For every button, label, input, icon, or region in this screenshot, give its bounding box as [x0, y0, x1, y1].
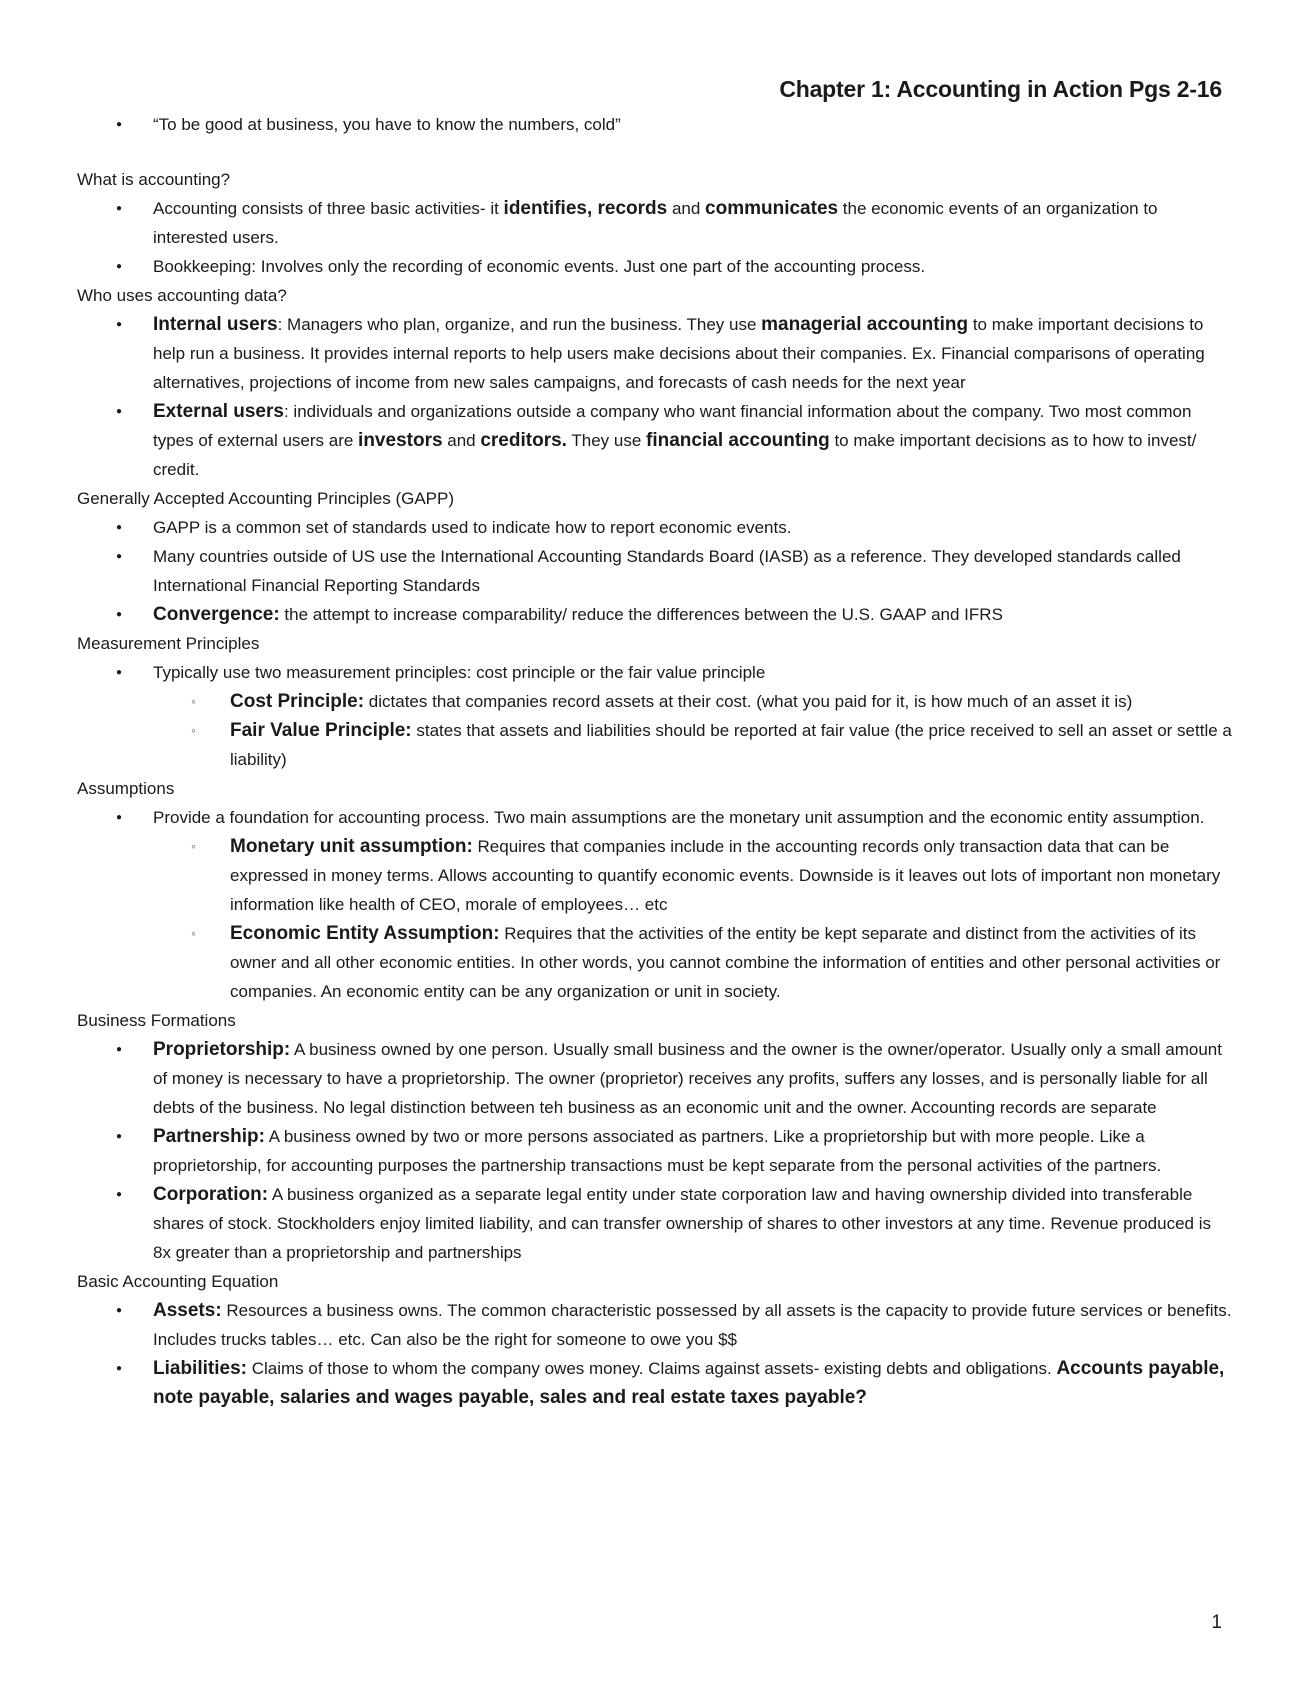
section-heading: What is accounting?: [77, 170, 231, 189]
section-heading: Measurement Principles: [77, 634, 260, 653]
section-heading: Generally Accepted Accounting Principles (GAPP): [77, 489, 455, 508]
text: A business owned by two or more persons associated as partners. Like a proprietorship but with more people. Like a proprietorship, for accounting purposes the partnership transactions must be kept separate from the personal activities of the partners.: [153, 1127, 1162, 1175]
list-item: [77, 803, 1232, 832]
quote-item: ● “To be good at business, you have to know the numbers, cold”: [77, 110, 1232, 139]
text: Resources a business owns. The common characteristic possessed by all assets is the capacity to provide future services or benefits. Includes trucks tables… etc. Can also be the right for someone to owe you $$: [153, 1301, 1232, 1349]
key-term: Internal users: [153, 314, 278, 335]
key-term: Fair Value Principle:: [230, 720, 412, 741]
sub-list-item: [77, 832, 1232, 919]
section-heading: Assumptions: [77, 779, 175, 798]
key-term: Assets:: [153, 1300, 222, 1321]
text: Bookkeeping: Involves only the recording of economic events. Just one part of the accounting process.: [153, 257, 926, 276]
text: to make important decisions as to how to invest/ credit.: [153, 431, 1197, 479]
key-term: Corporation:: [153, 1184, 269, 1205]
key-term: Partnership:: [153, 1126, 265, 1147]
bullet-list: [77, 513, 1232, 629]
bullet-list: [77, 658, 1232, 774]
key-term: Economic Entity Assumption:: [230, 923, 500, 944]
list-item: [77, 1354, 1232, 1412]
text: the attempt to increase comparability/ reduce the differences between the U.S. GAAP and IFRS: [279, 605, 1003, 624]
text: GAPP is a common set of standards used to indicate how to report economic events.: [153, 518, 792, 537]
text: the economic events of an organization to interested users.: [153, 199, 1158, 247]
list-item: [77, 542, 1232, 600]
page-title: Chapter 1: Accounting in Action Pgs 2-16: [779, 76, 1222, 102]
key-term: Monetary unit assumption:: [230, 836, 473, 857]
text: They use: [566, 431, 647, 450]
key-term: Accounts payable, note payable, salaries and wages payable, sales and real estate taxes payable?: [153, 1358, 1225, 1408]
list-item: [77, 1180, 1232, 1267]
text: and: [667, 199, 706, 218]
list-item: [77, 1122, 1232, 1180]
key-term: Convergence:: [153, 604, 280, 625]
text: to make important decisions to help run a business. It provides internal reports to help users make decisions about their companies. Ex. Financial comparisons of operating alternatives, projections of income from new sales campaigns, and forecasts of cash needs for the next year: [153, 315, 1205, 392]
key-term: identifies, records: [503, 198, 668, 219]
text: Accounting consists of three basic activities- it: [153, 199, 504, 218]
text: Typically use two measurement principles: cost principle or the fair value principle: [153, 663, 766, 682]
text: : Managers who plan, organize, and run the business. They use: [277, 315, 762, 334]
key-term: creditors.: [480, 430, 567, 451]
text: A business owned by one person. Usually small business and the owner is the owner/operator. Usually only a small amount of money is necessary to have a proprietorship. The owner (proprietor) receives any profits, suffers any losses, and is personally liable for all debts of the business. No legal distinction between teh business as an economic unit and the owner. Accounting records are separate: [153, 1040, 1222, 1117]
list-item: [77, 1035, 1232, 1122]
text: : individuals and organizations outside a company who want financial information about the company. Two most common types of external users are: [153, 402, 1192, 450]
list-item: [77, 397, 1232, 484]
sub-list-item: [77, 716, 1232, 774]
text: and: [442, 431, 481, 450]
text: Requires that the activities of the entity be kept separate and distinct from the activities of its owner and all other economic entities. In other words, you cannot combine the information of entities and other personal activities or companies. An economic entity can be any organization or unit in society.: [230, 924, 1221, 1001]
key-term: External users: [153, 401, 284, 422]
key-term: Liabilities:: [153, 1358, 247, 1379]
key-term: financial accounting: [646, 430, 830, 451]
notes-body: [77, 110, 1232, 1412]
key-term: Proprietorship:: [153, 1039, 291, 1060]
key-term: communicates: [705, 198, 839, 219]
text: A business organized as a separate legal entity under state corporation law and having ownership divided into transferable shares of stock. Stockholders enjoy limited liability, and can transfer ownership of shares to other investors at any time. Revenue produced is 8x greater than a proprietorship and partnerships: [153, 1185, 1211, 1262]
list-item: [77, 513, 1232, 542]
text: Many countries outside of US use the International Accounting Standards Board (IASB) as a reference. They developed standards called International Financial Reporting Standards: [153, 547, 1181, 595]
bullet-list: [77, 194, 1232, 281]
bullet-list: [77, 1035, 1232, 1267]
key-term: managerial accounting: [761, 314, 969, 335]
list-item: [77, 600, 1232, 629]
text: dictates that companies record assets at their cost. (what you paid for it, is how much of an asset it is): [364, 692, 1133, 711]
bullet-list: [77, 310, 1232, 484]
text: Requires that companies include in the accounting records only transaction data that can be expressed in money terms. Allows accounting to quantify economic events. Downside is it leaves out lots of important non monetary information like health of CEO, morale of employees… etc: [230, 837, 1221, 914]
text: Provide a foundation for accounting process. Two main assumptions are the monetary unit assumption and the economic entity assumption.: [153, 808, 1205, 827]
text: states that assets and liabilities should be reported at fair value (the price received to sell an asset or settle a liability): [230, 721, 1232, 769]
section-heading: Business Formations: [77, 1011, 236, 1030]
bullet-list: [77, 1296, 1232, 1412]
sub-list-item: [77, 919, 1232, 1006]
list-item: [77, 1296, 1232, 1354]
intro-list: [77, 110, 1232, 139]
text: Claims of those to whom the company owes money. Claims against assets- existing debts and obligations.: [246, 1359, 1057, 1378]
key-term: investors: [358, 430, 443, 451]
sub-list-item: [77, 687, 1232, 716]
list-item: [77, 194, 1232, 252]
section-heading: Who uses accounting data?: [77, 286, 287, 305]
bullet-list: [77, 803, 1232, 1006]
section-heading: Basic Accounting Equation: [77, 1272, 279, 1291]
key-term: Cost Principle:: [230, 691, 365, 712]
page-number: 1: [1211, 1612, 1222, 1633]
list-item: [77, 310, 1232, 397]
list-item: [77, 658, 1232, 687]
list-item: [77, 252, 1232, 281]
